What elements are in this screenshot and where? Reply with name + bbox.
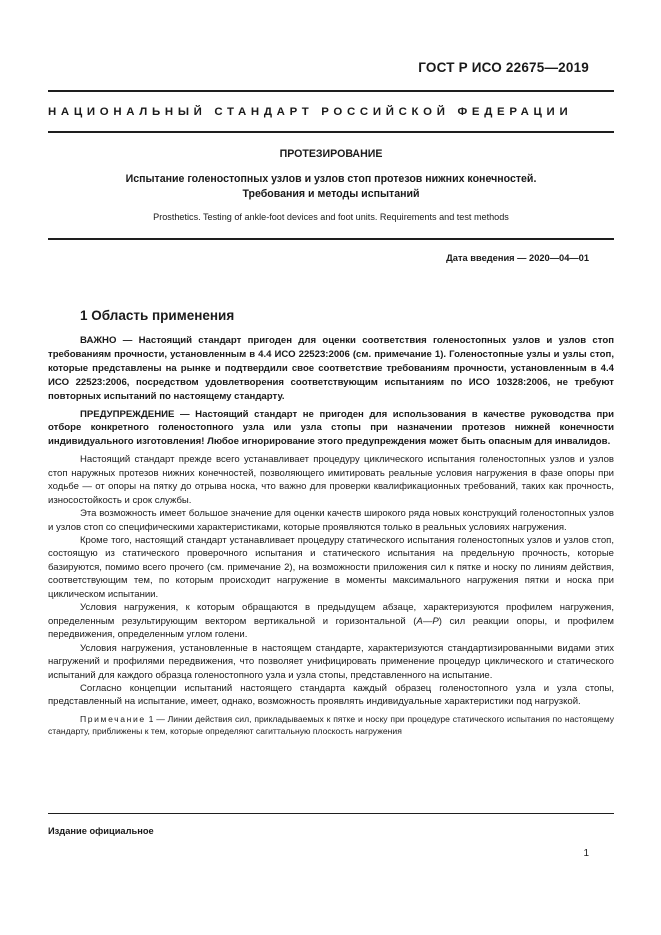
russian-title-line-1: Испытание голеностопных узлов и узлов стоп протезов нижних конечностей. (125, 173, 537, 185)
footer-rule (48, 813, 614, 814)
introduction-date: Дата введения — 2020—04—01 (446, 253, 589, 263)
national-standard-heading: НАЦИОНАЛЬНЫЙ СТАНДАРТ РОССИЙСКОЙ ФЕДЕРАЦИИ (48, 106, 573, 118)
section-title: 1 Область применения (80, 308, 235, 323)
top-rule (48, 90, 614, 92)
paragraph-1: Настоящий стандарт прежде всего устанавливает процедуру циклического испытания голеностопных узлов и узлов стоп наружных протезов нижних конечностей, позволяющего имитировать реальные условия нагружения в фазе опоры при ходьбе — от опоры на пятку до отрыва носка, что важно для проверки квалификационных требований, таких как прочность, износостойкость и срок службы. (48, 454, 614, 506)
warning-paragraph: ПРЕДУПРЕЖДЕНИЕ — Настоящий стандарт не пригоден для использования в качестве руководства при отборе конкретного голеностопного узла или узла стопы при назначении протезов нижней конечности индивидуального изготовления! Любое игнорирование этого предупреждения может быть опасным для инвалидов. (48, 408, 614, 448)
category-title: ПРОТЕЗИРОВАНИЕ (279, 148, 383, 160)
document-code: ГОСТ Р ИСО 22675—2019 (418, 60, 589, 75)
note-1: Примечание 1 — Линии действия сил, прикладываемых к пятке и носку при процедуре статического испытания по настоящему стандарту, приближены к тем, которые определяют сагиттальную плоскость нагружения (48, 713, 614, 737)
paragraph-2: Эта возможность имеет большое значение для оценки качеств широкого ряда новых конструкций голеностопных узлов и узлов стоп со специфическими характеристиками, которые проявляются только в реальных условиях нагружения. (48, 508, 614, 533)
paragraph-4: Условия нагружения, к которым обращаются в предыдущем абзаце, характеризуются профилем нагружения, определенным результирующим вектором вертикальной и горизонтальной (A—P) сил реакции опоры, и профилем передвижения, определенным углом голени. (48, 602, 614, 641)
paragraph-3: Кроме того, настоящий стандарт устанавливает процедуру статического испытания голеностопных узлов и узлов стоп, состоящую из статического проверочного испытания и статического испытания на предельную прочность, которые базируются, помимо всего прочего (см. примечание 2), на возможности приложения сил к пятке и носку по линиям действия, соответствующим тем, по которым происходит нагружение в моменты максимального нагружения пятки и носка при циклическом испытании. (48, 534, 614, 600)
page-number: 1 (583, 848, 589, 859)
paragraph-5: Условия нагружения, установленные в настоящем стандарте, характеризуются стандартизированными видами этих нагружений и профилями передвижения, что позволяет унифицировать применение процедур циклического и статического испытаний для каждого образца голеностопного узла и узла стопы, представленного на испытание. (48, 642, 614, 681)
english-title: Prosthetics. Testing of ankle-foot devices and foot units. Requirements and test methods (153, 212, 509, 222)
heading-rule (48, 131, 614, 133)
title-rule (48, 238, 614, 240)
official-edition-label: Издание официальное (48, 826, 154, 836)
section-body (48, 334, 614, 738)
paragraph-6: Согласно концепции испытаний настоящего стандарта каждый образец голеностопного узла и узла стопы, представленный на испытание, имеет, однако, возможность проявлять индивидуальные характеристики под нагрузкой. (48, 682, 614, 708)
russian-title-line-2: Требования и методы испытаний (242, 188, 420, 200)
important-paragraph: ВАЖНО — Настоящий стандарт пригоден для оценки соответствия голеностопных узлов и узлов стоп требованиям прочности, установленным в 4.4 ИСО 22523:2006 (см. примечание 1). Голеностопные узлы и узлы стоп, которые представлены на рынке и подтвердили свое соответствие требованиям прочности, установленным в 4.4 ИСО 22523:2006, посредством удовлетворения соответствующим испытаниям по ИСО 10328:2006, не требуют повторных испытаний по настоящему стандарту. (48, 335, 614, 402)
